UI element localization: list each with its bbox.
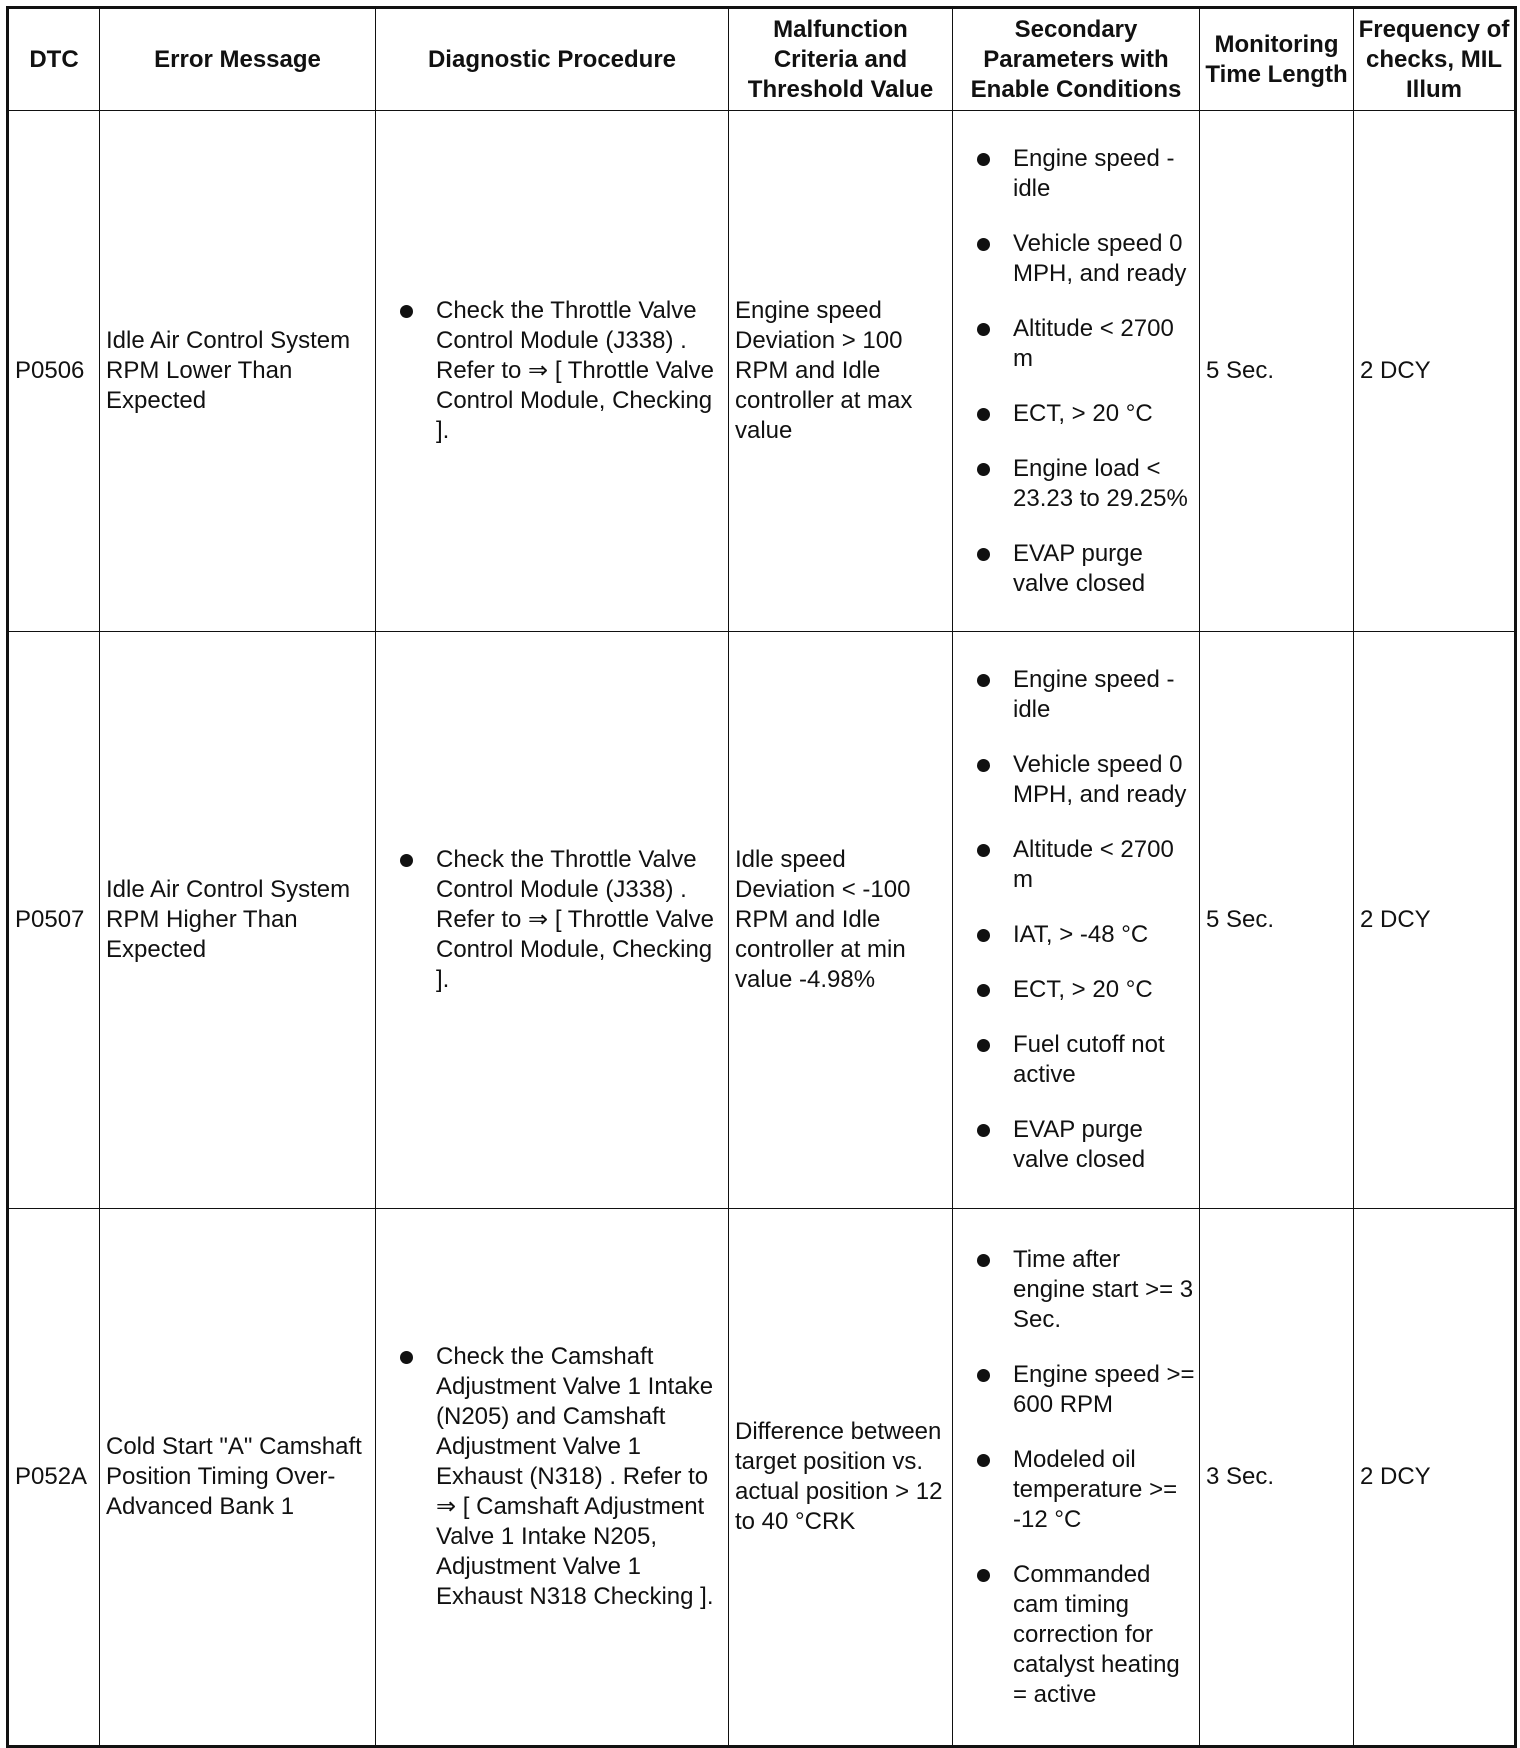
diagnostic-procedure [376,632,729,1209]
procedure-list [382,296,724,446]
procedure-list [382,845,724,995]
header-error-message: Error Message [100,8,376,111]
diagnostic-procedure [376,111,729,632]
table-row [8,632,1516,1209]
header-monitoring-time: Monitoring Time Length [1200,8,1354,111]
parameter-item: Engine speed - idle [959,144,1195,204]
table-row [8,1209,1516,1747]
parameter-item: Altitude < 2700 m [959,314,1195,374]
dtc-code: P052A [8,1209,100,1747]
parameter-item: Engine speed - idle [959,665,1195,725]
parameter-list [959,1245,1195,1710]
parameter-item: Commanded cam timing correction for catalyst heating = active [959,1560,1195,1710]
error-message: Cold Start "A" Camshaft Position Timing Over-Advanced Bank 1 [100,1209,376,1747]
parameter-item: ECT, > 20 °C [959,975,1195,1005]
table-row [8,111,1516,632]
frequency: 2 DCY [1354,1209,1516,1747]
procedure-item: Check the Camshaft Adjustment Valve 1 Intake (N205) and Camshaft Adjustment Valve 1 Exhaust (N318) . Refer to ⇒ [ Camshaft Adjustment Valve 1 Intake N205, Adjustment Valve 1 Exhaust N318 Checking ]. [382,1342,724,1612]
procedure-item: Check the Throttle Valve Control Module (J338) . Refer to ⇒ [ Throttle Valve Control Module, Checking ]. [382,296,724,446]
header-dtc: DTC [8,8,100,111]
header-secondary-parameters: Secondary Parameters with Enable Conditions [953,8,1200,111]
frequency: 2 DCY [1354,111,1516,632]
parameter-item: Modeled oil temperature >= -12 °C [959,1445,1195,1535]
header-diagnostic-procedure: Diagnostic Procedure [376,8,729,111]
secondary-parameters [953,632,1200,1209]
frequency: 2 DCY [1354,632,1516,1209]
monitoring-time: 3 Sec. [1200,1209,1354,1747]
dtc-code: P0506 [8,111,100,632]
parameter-item: Time after engine start >= 3 Sec. [959,1245,1195,1335]
parameter-item: Fuel cutoff not active [959,1030,1195,1090]
header-row [8,8,1516,111]
dtc-table [6,6,1517,1748]
diagnostic-procedure [376,1209,729,1747]
parameter-item: EVAP purge valve closed [959,539,1195,599]
procedure-list [382,1342,724,1612]
parameter-item: IAT, > -48 °C [959,920,1195,950]
parameter-list [959,144,1195,599]
secondary-parameters [953,1209,1200,1747]
parameter-item: Altitude < 2700 m [959,835,1195,895]
error-message: Idle Air Control System RPM Higher Than Expected [100,632,376,1209]
parameter-item: Vehicle speed 0 MPH, and ready [959,229,1195,289]
secondary-parameters [953,111,1200,632]
parameter-item: Engine load < 23.23 to 29.25% [959,454,1195,514]
parameter-item: Vehicle speed 0 MPH, and ready [959,750,1195,810]
procedure-item: Check the Throttle Valve Control Module (J338) . Refer to ⇒ [ Throttle Valve Control Module, Checking ]. [382,845,724,995]
header-frequency: Frequency of checks, MIL Illum [1354,8,1516,111]
error-message: Idle Air Control System RPM Lower Than Expected [100,111,376,632]
monitoring-time: 5 Sec. [1200,632,1354,1209]
malfunction-criteria: Idle speed Deviation < -100 RPM and Idle controller at min value -4.98% [729,632,953,1209]
parameter-item: ECT, > 20 °C [959,399,1195,429]
header-malfunction-criteria: Malfunction Criteria and Threshold Value [729,8,953,111]
parameter-item: Engine speed >= 600 RPM [959,1360,1195,1420]
dtc-code: P0507 [8,632,100,1209]
malfunction-criteria: Difference between target position vs. actual position > 12 to 40 °CRK [729,1209,953,1747]
parameter-item: EVAP purge valve closed [959,1115,1195,1175]
monitoring-time: 5 Sec. [1200,111,1354,632]
malfunction-criteria: Engine speed Deviation > 100 RPM and Idle controller at max value [729,111,953,632]
parameter-list [959,665,1195,1175]
